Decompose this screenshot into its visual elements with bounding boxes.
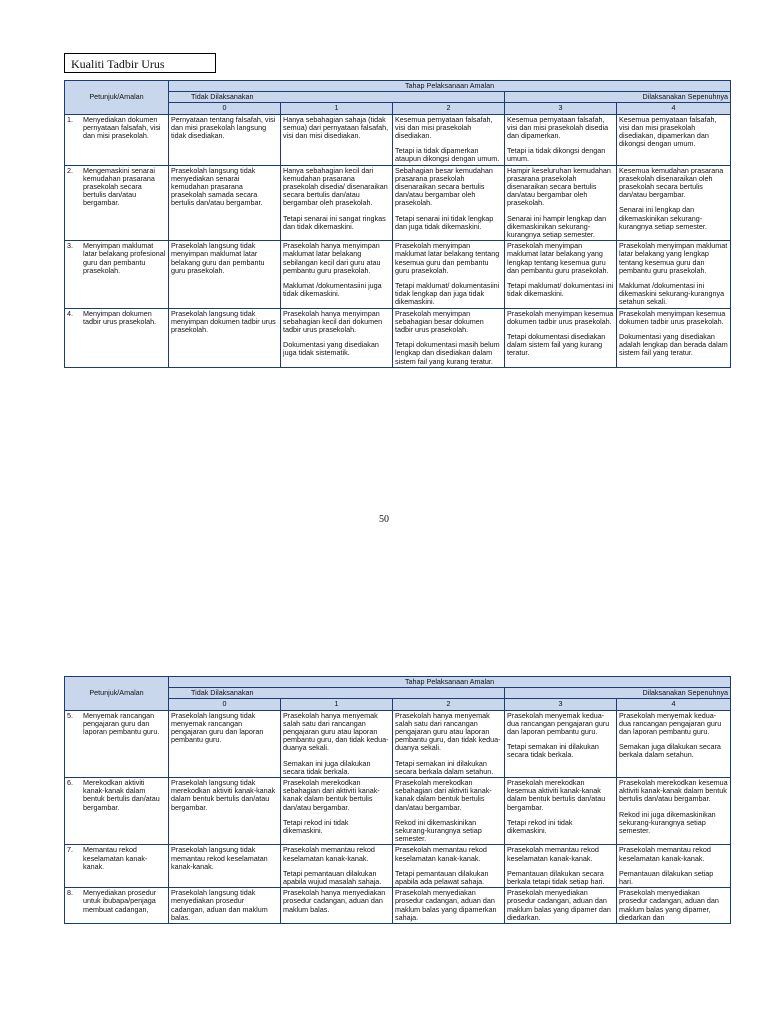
- cell-paragraph: Prasekolah merekodkan sebahagian dari aktiviti kanak-kanak dalam bentuk bertulis dan/atau bergambar.: [395, 778, 492, 812]
- level-2-cell: [393, 165, 505, 241]
- level-3-cell: [505, 165, 617, 241]
- cell-paragraph: Prasekolah langsung tidak memantau rekod keselamatan kanak-kanak.: [171, 845, 268, 871]
- cell-paragraph: Prasekolah menyimpan sebahagian besar dokumen tadbir urus prasekolah.: [395, 308, 484, 335]
- cell-paragraph: Prasekolah menyimpan kesemua dokumen tadbir urus prasekolah.: [619, 308, 726, 326]
- cell-paragraph: Pemantauan dilakukan setiap hari.: [619, 868, 714, 887]
- cell-paragraph: Prasekolah menyemak kedua-dua rancangan pengajaran guru dan laporan pembantu guru.: [619, 710, 722, 737]
- cell-paragraph: Prasekolah hanya menyemak salah satu dari rancangan pengajaran guru atau laporan pembantu guru, dan tidak kedua-duanya sekali.: [395, 710, 501, 753]
- document-title: Kualiti Tadbir Urus: [64, 53, 216, 73]
- table-row: [65, 241, 731, 308]
- cell-paragraph: Prasekolah merekodkan kesemua aktiviti kanak-kanak dalam bentuk bertulis dan/atau bergambar.: [619, 778, 728, 804]
- cell-paragraph: Tetapi senarai ini sangat ringkas dan tidak dikemaskini.: [283, 213, 386, 231]
- scale-label-left: Tidak Dilaksanakan: [169, 688, 505, 699]
- table-row: [65, 888, 731, 924]
- level-4-cell: [617, 114, 731, 165]
- cell-paragraph: Prasekolah langsung tidak menyemak rancangan pengajaran guru dan laporan pembantu guru.: [171, 710, 264, 745]
- level-2-cell: [393, 778, 505, 845]
- cell-paragraph: Prasekolah hanya menyimpan maklumat latar belakang sebilangan kecil dari guru atau pembantu guru prasekolah.: [283, 241, 381, 275]
- cell-paragraph: Prasekolah langsung tidak menyimpan dokumen tadbir urus prasekolah.: [171, 308, 276, 335]
- level-4-cell: [617, 778, 731, 845]
- level-3-cell: [505, 114, 617, 165]
- cell-paragraph: Prasekolah memantau rekod keselamatan kanak-kanak.: [507, 845, 599, 863]
- level-1-cell: [281, 165, 393, 241]
- cell-paragraph: Prasekolah merekodkan kesemua aktiviti kanak-kanak dalam bentuk bertulis dan/atau bergambar.: [507, 778, 606, 812]
- level-3-header: 3: [505, 103, 617, 114]
- cell-paragraph: Senarai ini lengkap dan dikemaskinikan sekurang-kurangnya setiap semester.: [619, 205, 707, 231]
- cell-paragraph: Tetapi pemantauan dilakukan apabila wujud masalah sahaja.: [283, 868, 382, 887]
- level-1-cell: [281, 308, 393, 367]
- table-row: [65, 114, 731, 165]
- cell-paragraph: Tetapi pemantauan dilakukan apabila ada pelawat sahaja.: [395, 868, 489, 887]
- cell-paragraph: Prasekolah menyimpan kesemua dokumen tadbir urus prasekolah.: [507, 308, 614, 326]
- cell-paragraph: Kesemua pernyataan falsafah, visi dan misi prasekolah disediakan, dipamerkan dan dikongsi dengan umum.: [619, 114, 717, 149]
- cell-paragraph: Hanya sebahagian kecil dari kemudahan prasarana prasekolah disedia/ disenaraikan secara bertulis dan/atau bergambar oleh prasekolah.: [283, 165, 388, 208]
- cell-paragraph: Prasekolah menyemak kedua-dua rancangan pengajaran guru dan laporan pembantu guru.: [507, 710, 610, 737]
- level-0-header: 0: [169, 103, 281, 114]
- level-4-cell: [617, 710, 731, 777]
- indicator-cell: [65, 165, 169, 241]
- column-header-level: Tahap Pelaksanaan Amalan: [169, 677, 731, 688]
- cell-paragraph: Prasekolah menyimpan maklumat latar belakang yang lengkap tentang kesemua guru dan pembantu guru prasekolah.: [619, 241, 728, 275]
- cell-paragraph: Prasekolah memantau rekod keselamatan kanak-kanak.: [395, 845, 487, 863]
- cell-paragraph: Tetapi semakan ini dilakukan secara berkala dalam setahun.: [395, 758, 494, 776]
- table-row: [65, 308, 731, 367]
- indicator-text: Menyediakan dokumen pernyataan falsafah, visi dan misi prasekolah.: [83, 114, 161, 141]
- scale-label-right: Dilaksanakan Sepenuhnya: [505, 92, 731, 103]
- level-1-cell: [281, 845, 393, 888]
- indicator-cell: [65, 308, 169, 367]
- cell-paragraph: Prasekolah menyediakan prosedur cadangan, aduan dan maklum balas yang dipamer, diedarkan dan: [619, 888, 719, 922]
- cell-paragraph: Rekod ini juga dikemaskinikan sekurang-kurangnya setiap semester.: [619, 809, 716, 836]
- cell-paragraph: Kesemua pernyataan falsafah, visi dan misi prasekolah disedia dan dipamerkan.: [507, 114, 609, 141]
- indicator-cell: [65, 888, 169, 924]
- level-2-header: 2: [393, 699, 505, 710]
- cell-paragraph: Rekod ini dikemaskinikan sekurang-kurangnya setiap semester.: [395, 817, 482, 844]
- indicator-text: Menyemak rancangan pengajaran guru dan laporan pembantu guru.: [83, 710, 160, 737]
- table-row: [65, 778, 731, 845]
- level-2-cell: [393, 241, 505, 308]
- level-4-cell: [617, 241, 731, 308]
- cell-paragraph: Senarai ini hampir lengkap dan dikemaskinikan sekurang-kurangnya setiap semester.: [507, 213, 607, 240]
- cell-paragraph: Tetapi dokumentasi disediakan dalam sistem fail yang kurang teratur.: [507, 332, 606, 358]
- cell-paragraph: Tetapi semakan ini dilakukan secara tidak berkala.: [507, 742, 599, 760]
- indicator-cell: [65, 778, 169, 845]
- table-row: [65, 845, 731, 888]
- level-1-cell: [281, 241, 393, 308]
- level-0-cell: [169, 241, 281, 308]
- cell-paragraph: Tetapi ia tidak dikongsi dengan umum.: [507, 146, 606, 164]
- cell-paragraph: Hanya sebahagian sahaja (tidak semua) dari pernyataan falsafah, visi dan misi disediakan.: [283, 114, 389, 141]
- column-header-indicator: Petunjuk/Amalan: [65, 81, 169, 115]
- level-0-header: 0: [169, 699, 281, 710]
- level-4-cell: [617, 308, 731, 367]
- indicator-text: Mengemaskini senarai kemudahan prasarana prasekolah secara bertulis dan/atau bergambar.: [83, 165, 155, 208]
- cell-paragraph: Dokumentasi yang disediakan adalah lengkap dan berada dalam sistem fail yang teratur.: [619, 332, 728, 358]
- table-row: [65, 710, 731, 777]
- cell-paragraph: Prasekolah menyimpan maklumat latar belakang tentang kesemua guru dan pembantu guru prasekolah.: [395, 241, 500, 275]
- cell-paragraph: Prasekolah langsung tidak menyimpan maklumat latar belakang guru dan pembantu guru prasekolah.: [171, 241, 265, 275]
- level-3-header: 3: [505, 699, 617, 710]
- cell-paragraph: Tetapi dokumentasi masih belum lengkap dan disediakan dalam sistem fail yang kurang teratur.: [395, 340, 500, 366]
- cell-paragraph: Prasekolah memantau rekod keselamatan kanak-kanak.: [283, 845, 375, 863]
- scale-label-right: Dilaksanakan Sepenuhnya: [505, 688, 731, 699]
- indicator-text: Memantau rekod keselamatan kanak-kanak.: [83, 845, 148, 871]
- indicator-text: Menyimpan dokumen tadbir urus prasekolah.: [83, 308, 157, 326]
- cell-paragraph: Kesemua pernyataan falsafah, visi dan misi prasekolah disediakan.: [395, 114, 493, 141]
- scale-label-left: Tidak Dilaksanakan: [169, 92, 505, 103]
- indicator-text: Menyediakan prosedur untuk ibubapa/penjaga membuat cadangan,: [83, 888, 157, 914]
- indicator-cell: [65, 845, 169, 888]
- level-4-cell: [617, 165, 731, 241]
- cell-paragraph: Pemantauan dilakukan secara berkala tetapi tidak setiap hari.: [507, 868, 605, 887]
- cell-paragraph: Prasekolah hanya menyediakan prosedur cadangan, aduan dan maklum balas.: [283, 888, 386, 914]
- cell-paragraph: Prasekolah menyimpan maklumat latar belakang yang lengkap tentang kesemua guru dan pembantu guru prasekolah.: [507, 241, 609, 275]
- level-3-cell: [505, 778, 617, 845]
- indicator-number: 8.: [67, 888, 73, 898]
- cell-paragraph: Prasekolah langsung tidak menyediakan prosedur cadangan, aduan dan maklum balas.: [171, 888, 268, 922]
- cell-paragraph: Prasekolah menyediakan prosedur cadangan, aduan dan maklum balas yang dipamer dan diedarkan.: [507, 888, 611, 922]
- indicator-number: 7.: [67, 845, 73, 855]
- cell-paragraph: Prasekolah hanya menyimpan sebahagian kecil dari dokumen tadbir urus prasekolah.: [283, 308, 383, 335]
- level-1-cell: [281, 710, 393, 777]
- level-2-cell: [393, 888, 505, 924]
- level-2-cell: [393, 114, 505, 165]
- cell-paragraph: Sebahagian besar kemudahan prasarana prasekolah disenaraikan secara bertulis dan/atau bergambar oleh prasekolah.: [395, 165, 493, 208]
- indicator-number: 1.: [67, 114, 73, 124]
- indicator-cell: [65, 710, 169, 777]
- indicator-number: 4.: [67, 308, 73, 318]
- rubric-table-1: [64, 80, 731, 368]
- level-0-cell: [169, 778, 281, 845]
- cell-paragraph: Prasekolah merekodkan sebahagian dari aktiviti kanak-kanak dalam bentuk bertulis dan/atau bergambar.: [283, 778, 380, 812]
- cell-paragraph: Prasekolah menyediakan prosedur cadangan, aduan dan maklum balas yang dipamerkan sahaja.: [395, 888, 497, 922]
- level-1-cell: [281, 888, 393, 924]
- level-0-cell: [169, 710, 281, 777]
- cell-paragraph: Semakan ini juga dilakukan secara tidak berkala.: [283, 758, 371, 776]
- level-2-cell: [393, 845, 505, 888]
- level-4-header: 4: [617, 103, 731, 114]
- cell-paragraph: Prasekolah langsung tidak menyediakan senarai kemudahan prasarana prasekolah samada secara bertulis dan/atau bergambar.: [171, 165, 263, 208]
- level-3-cell: [505, 710, 617, 777]
- level-2-cell: [393, 308, 505, 367]
- indicator-text: Menyimpan maklumat latar belakang profesional guru dan pembantu prasekolah.: [83, 241, 166, 275]
- column-header-level: Tahap Pelaksanaan Amalan: [169, 81, 731, 92]
- level-0-cell: [169, 114, 281, 165]
- level-3-cell: [505, 308, 617, 367]
- cell-paragraph: Tetapi senarai ini tidak lengkap dan juga tidak dikemaskini.: [395, 213, 494, 231]
- level-3-cell: [505, 888, 617, 924]
- level-2-header: 2: [393, 103, 505, 114]
- cell-paragraph: Prasekolah memantau rekod keselamatan kanak-kanak.: [619, 845, 711, 863]
- level-1-cell: [281, 114, 393, 165]
- cell-paragraph: Prasekolah hanya menyemak salah satu dari rancangan pengajaran guru atau laporan pembantu guru, dan tidak kedua-duanya sekali.: [283, 710, 389, 753]
- level-1-header: 1: [281, 699, 393, 710]
- cell-paragraph: Maklumat /dokumentasi ini dikemaskini sekurang-kurangnya setahun sekali.: [619, 281, 725, 307]
- cell-paragraph: Dokumentasi yang disediakan juga tidak sistematik.: [283, 340, 379, 358]
- level-3-cell: [505, 845, 617, 888]
- indicator-text: Merekodkan aktiviti kanak-kanak dalam bentuk bertulis dan/atau bergambar.: [83, 778, 160, 812]
- level-4-cell: [617, 845, 731, 888]
- cell-paragraph: Tetapi maklumat/ dokumentasiini tidak lengkap dan juga tidak dikemaskini.: [395, 281, 500, 307]
- level-0-cell: [169, 165, 281, 241]
- cell-paragraph: Hampir keseluruhan kemudahan prasarana prasekolah disenaraikan secara bertulis dan/atau bergambar oleh prasekolah.: [507, 165, 611, 208]
- level-4-header: 4: [617, 699, 731, 710]
- level-2-cell: [393, 710, 505, 777]
- indicator-number: 6.: [67, 778, 73, 788]
- cell-paragraph: Pernyataan tentang falsafah, visi dan misi prasekolah langsung tidak disediakan.: [171, 114, 276, 141]
- table-row: [65, 165, 731, 241]
- cell-paragraph: Tetapi maklumat/ dokumentasi ini tidak dikemaskini.: [507, 281, 614, 299]
- indicator-number: 5.: [67, 710, 73, 720]
- level-0-cell: [169, 845, 281, 888]
- rubric-table-2: [64, 676, 731, 924]
- indicator-number: 3.: [67, 241, 73, 251]
- level-1-header: 1: [281, 103, 393, 114]
- cell-paragraph: Tetapi ia tidak dipamerkan ataupun dikongsi dengan umum.: [395, 146, 500, 164]
- level-0-cell: [169, 888, 281, 924]
- page-number: 50: [379, 514, 389, 525]
- cell-paragraph: Kesemua kemudahan prasarana prasekolah disenaraikan oleh prasekolah secara bertulis dan/atau bergambar.: [619, 165, 724, 200]
- cell-paragraph: Maklumat /dokumentasiini juga tidak dikemaskini.: [283, 281, 382, 299]
- level-1-cell: [281, 778, 393, 845]
- indicator-cell: [65, 114, 169, 165]
- column-header-indicator: Petunjuk/Amalan: [65, 677, 169, 711]
- indicator-number: 2.: [67, 165, 73, 175]
- level-0-cell: [169, 308, 281, 367]
- level-3-cell: [505, 241, 617, 308]
- level-4-cell: [617, 888, 731, 924]
- cell-paragraph: Prasekolah langsung tidak merekodkan aktiviti kanak-kanak dalam bentuk bertulis dan/atau bergambar.: [171, 778, 276, 812]
- cell-paragraph: Tetapi rekod ini tidak dikemaskini.: [283, 817, 349, 836]
- cell-paragraph: Semakan juga dilakukan secara berkala dalam setahun.: [619, 742, 721, 760]
- cell-paragraph: Tetapi rekod ini tidak dikemaskini.: [507, 817, 573, 836]
- indicator-cell: [65, 241, 169, 308]
